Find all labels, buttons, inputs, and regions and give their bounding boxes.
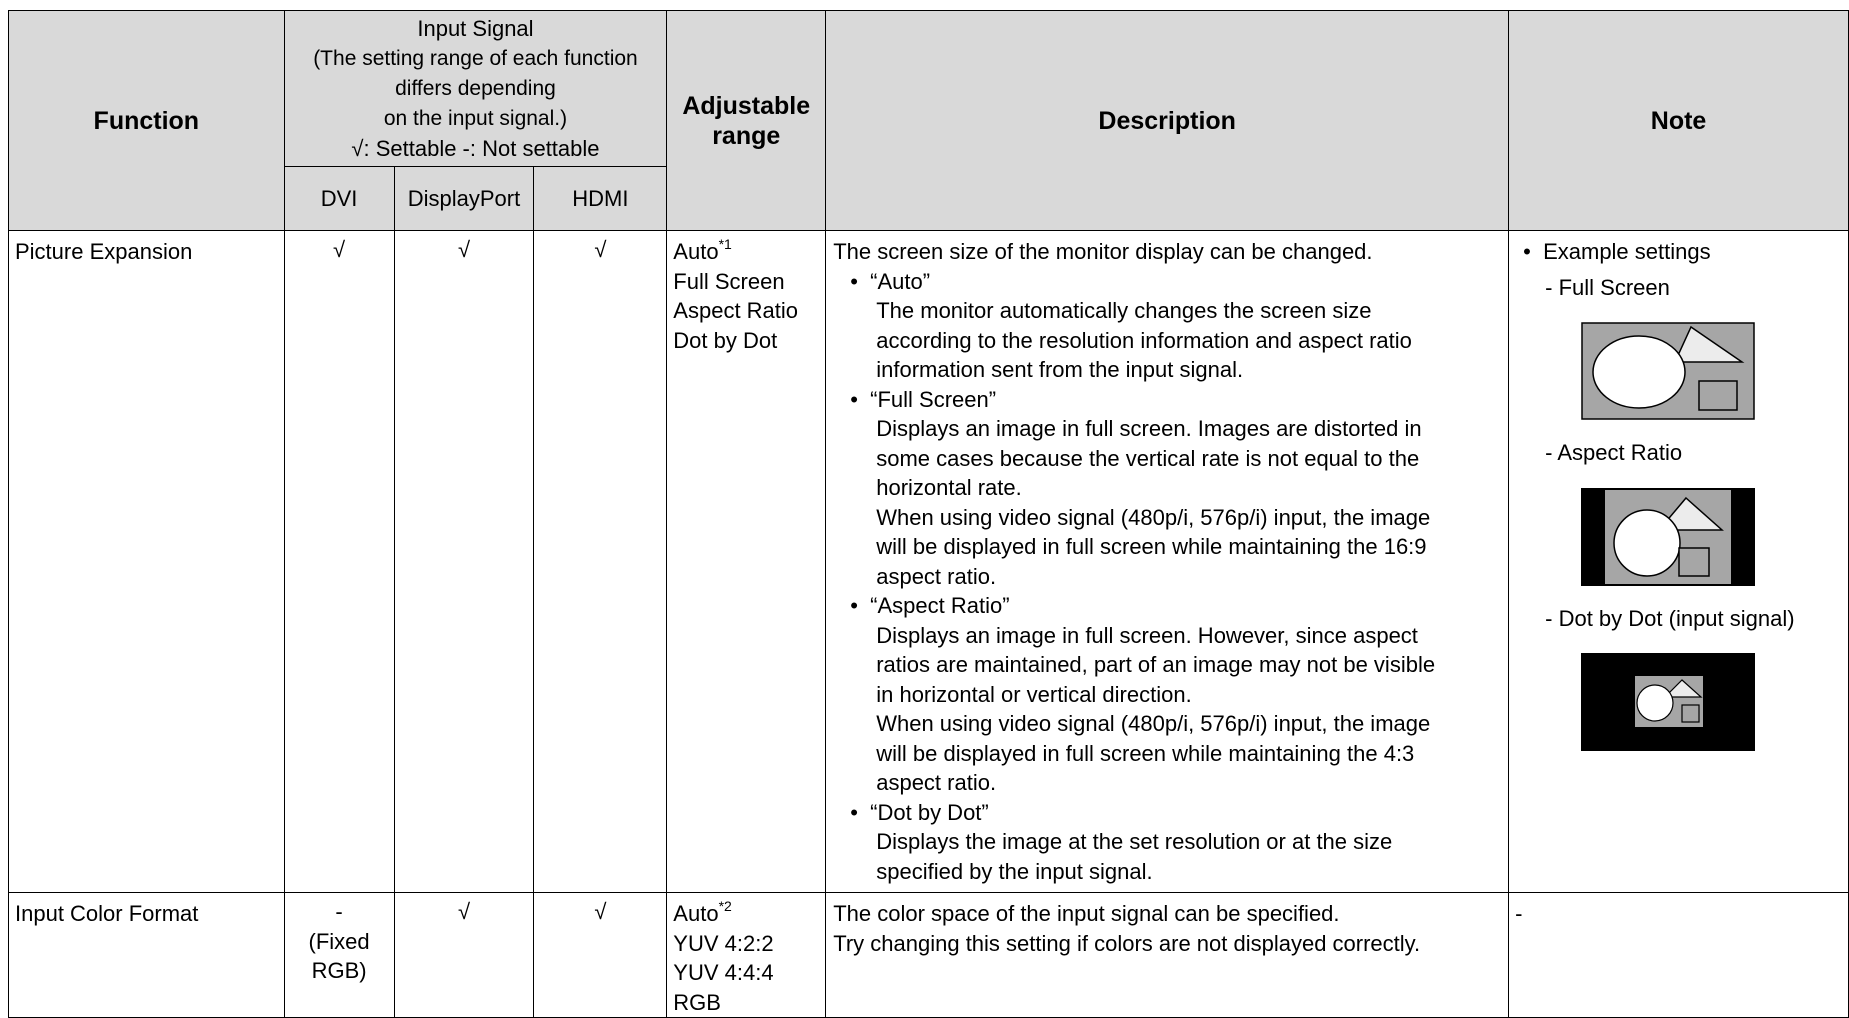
range-footnote: *2 <box>718 897 732 914</box>
description-line: When using video signal (480p/i, 576p/i) input, the image <box>876 711 1431 736</box>
description-intro: The screen size of the monitor display can be changed. <box>833 239 1373 264</box>
dot-by-dot-figure <box>1581 653 1848 751</box>
range-item <box>673 237 825 267</box>
range-item-text: Auto <box>673 901 719 926</box>
range-footnote: *1 <box>718 235 732 252</box>
range-item: RGB <box>673 989 721 1015</box>
note-picture-expansion <box>1509 231 1849 893</box>
input-signal-legend: √: Settable -: Not settable <box>351 135 600 161</box>
note-example-aspect-ratio: - Aspect Ratio <box>1545 440 1683 465</box>
range-item <box>673 899 825 929</box>
range-item: Aspect Ratio <box>673 298 799 323</box>
description-line: some cases because the vertical rate is not equal to the <box>876 445 1420 471</box>
description-line: specified by the input signal. <box>876 858 1153 884</box>
header-hdmi: HDMI <box>534 167 667 231</box>
header-adjustable-range <box>667 11 826 231</box>
description-line: Displays the image at the set resolution or at the size <box>876 829 1393 854</box>
input-signal-line-3: on the input signal.) <box>383 106 568 130</box>
bullet-icon: • <box>850 799 858 825</box>
full-screen-figure <box>1581 322 1848 420</box>
dvi-fixed-rgb <box>284 893 394 1018</box>
description-line: Displays an image in full screen. However, since aspect <box>876 622 1418 648</box>
bullet-icon: • <box>850 593 858 618</box>
range-item-text: Auto <box>673 239 719 264</box>
description-line: in horizontal or vertical direction. <box>876 681 1192 707</box>
range-item: YUV 4:2:2 <box>673 930 774 956</box>
description-item-full-screen <box>833 385 1508 415</box>
description-item-title: “Full Screen” <box>870 386 997 412</box>
note-heading-text: Example settings <box>1543 239 1711 264</box>
description-item-title: “Auto” <box>870 268 931 294</box>
description-input-color-format <box>826 893 1509 1018</box>
bullet-icon: • <box>850 268 858 294</box>
description-item-dot-by-dot <box>833 798 1508 828</box>
dvi-line: RGB) <box>311 958 367 983</box>
input-signal-line-1: (The setting range of each function <box>313 46 638 70</box>
header-dvi: DVI <box>284 167 394 231</box>
description-line: ratios are maintained, part of an image may not be visible <box>876 652 1436 677</box>
range-input-color-format <box>667 893 826 1018</box>
table-row <box>9 893 1849 1018</box>
hdmi-settable: √ <box>534 893 667 1018</box>
dvi-line: (Fixed <box>308 928 370 954</box>
bullet-icon: • <box>850 386 858 412</box>
aspect-ratio-illustration <box>1581 488 1755 586</box>
function-input-color-format: Input Color Format <box>9 893 285 1018</box>
displayport-settable: √ <box>394 231 534 893</box>
header-note: Note <box>1509 11 1849 231</box>
description-item-auto <box>833 267 1508 297</box>
range-item: Dot by Dot <box>673 327 778 353</box>
range-item: Full Screen <box>673 268 785 294</box>
header-row-1 <box>9 11 1849 167</box>
description-item-aspect-ratio <box>833 591 1508 621</box>
header-function: Function <box>9 11 285 231</box>
header-description: Description <box>826 11 1509 231</box>
description-item-title: “Aspect Ratio” <box>870 593 1010 618</box>
description-line: horizontal rate. <box>876 475 1022 500</box>
description-line: aspect ratio. <box>876 770 997 795</box>
table-row <box>9 231 1849 893</box>
range-item: YUV 4:4:4 <box>673 960 774 985</box>
note-example-dot-by-dot: - Dot by Dot (input signal) <box>1545 605 1795 631</box>
description-line: aspect ratio. <box>876 563 997 589</box>
description-line: Displays an image in full screen. Images are distorted in <box>876 416 1422 441</box>
range-picture-expansion <box>667 231 826 893</box>
description-line: Try changing this setting if colors are not displayed correctly. <box>833 930 1421 956</box>
note-example-full-screen: - Full Screen <box>1545 274 1670 300</box>
description-line: The color space of the input signal can be specified. <box>833 901 1340 926</box>
aspect-ratio-figure <box>1581 488 1848 586</box>
hdmi-settable: √ <box>534 231 667 893</box>
displayport-settable: √ <box>394 893 534 1018</box>
description-line: according to the resolution information and aspect ratio <box>876 327 1412 353</box>
full-screen-illustration <box>1581 322 1755 420</box>
description-item-title: “Dot by Dot” <box>870 799 989 825</box>
bullet-icon: • <box>1523 239 1531 264</box>
description-line: information sent from the input signal. <box>876 357 1244 382</box>
dvi-line: - <box>335 899 343 924</box>
description-line: will be displayed in full screen while maintaining the 16:9 <box>876 534 1427 559</box>
description-line: will be displayed in full screen while maintaining the 4:3 <box>876 740 1415 766</box>
header-adjustable-range-text: Adjustable range <box>682 91 811 150</box>
description-line: When using video signal (480p/i, 576p/i) input, the image <box>876 504 1431 530</box>
input-signal-title: Input Signal <box>417 15 534 41</box>
settings-table <box>8 10 1849 1018</box>
dot-by-dot-illustration <box>1581 653 1755 751</box>
description-picture-expansion <box>826 231 1509 893</box>
header-input-signal <box>284 11 667 167</box>
function-picture-expansion: Picture Expansion <box>9 231 285 893</box>
header-displayport: DisplayPort <box>394 167 534 231</box>
description-line: The monitor automatically changes the screen size <box>876 298 1372 323</box>
note-heading <box>1523 237 1848 267</box>
note-input-color-format: - <box>1509 893 1849 1018</box>
input-signal-line-2: differs depending <box>395 76 556 100</box>
dvi-settable: √ <box>284 231 394 893</box>
